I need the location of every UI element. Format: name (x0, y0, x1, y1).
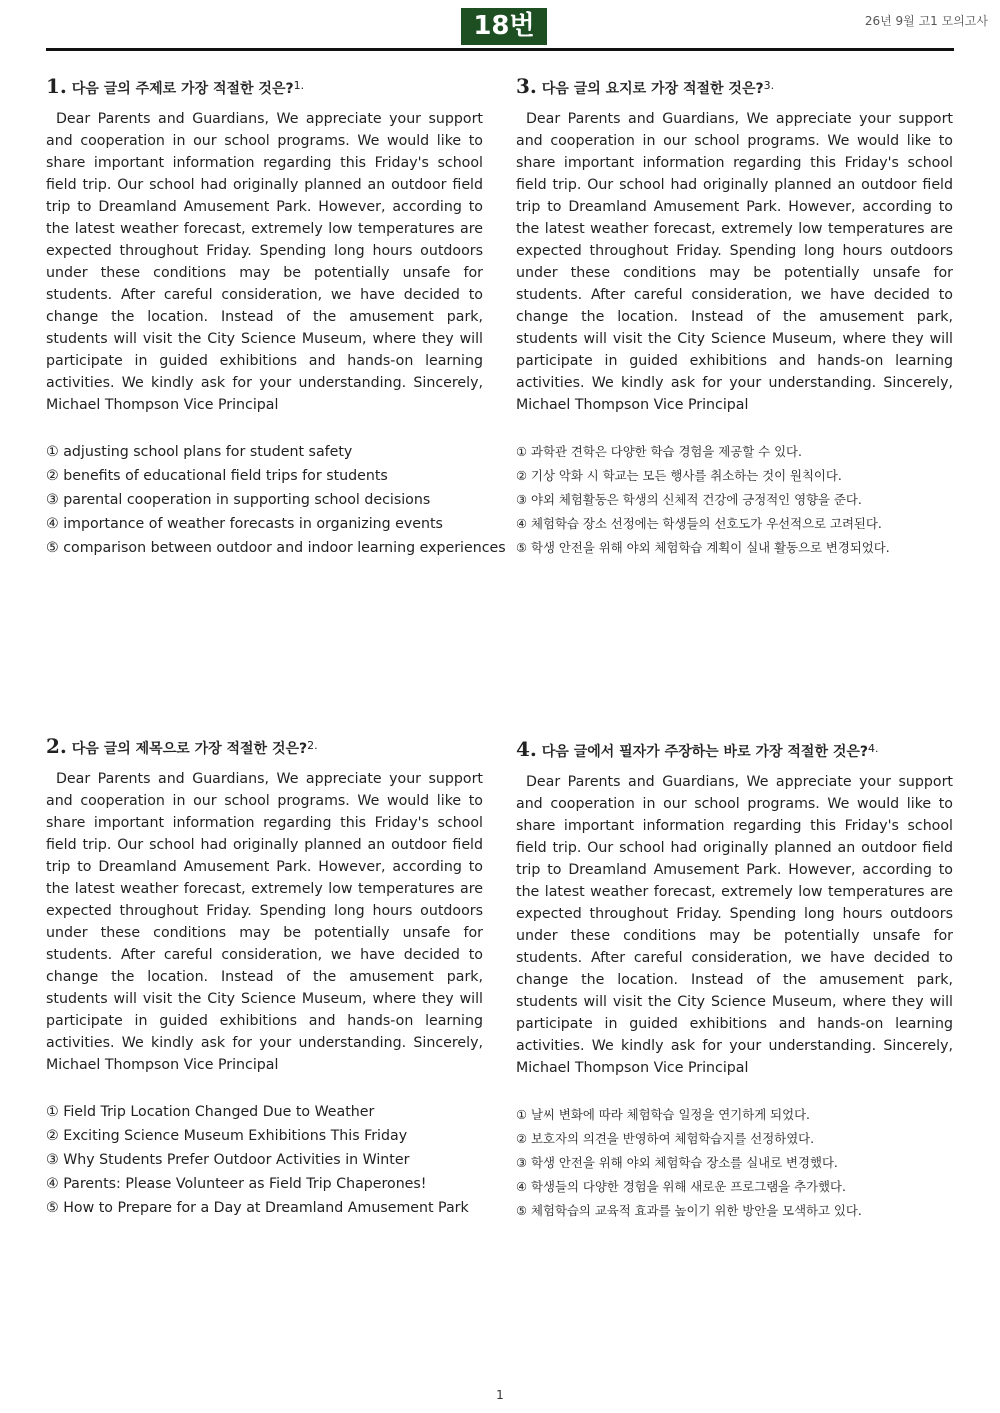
question-3 (516, 74, 953, 560)
choice-list (516, 440, 953, 560)
choice-5[interactable]: ⑤ comparison between outdoor and indoor learning experiences (46, 540, 506, 556)
question-number: 1. (46, 74, 67, 98)
choice-list (516, 1103, 953, 1223)
choice-2[interactable]: ② Exciting Science Museum Exhibitions This Friday (46, 1128, 408, 1144)
choice-list (46, 1100, 483, 1220)
question-number: 2. (46, 734, 67, 758)
choice-4[interactable]: ④ importance of weather forecasts in organizing events (46, 516, 443, 532)
question-title (46, 74, 483, 98)
header-divider (46, 48, 954, 51)
question-ref: 3. (763, 79, 775, 92)
choice-1[interactable]: ① 과학관 견학은 다양한 학습 경험을 제공할 수 있다. (516, 444, 802, 459)
passage-text: Dear Parents and Guardians, We appreciate your support and cooperation in our school programs. We would like to share important information regarding this Friday's school field trip. Our school had originally planned an outdoor field trip to Dreamland Amusement Park. However, according to the latest weather forecast, extremely low temperatures are expected throughout Friday. Spending long hours outdoors under these conditions may be potentially unsafe for students. After careful consideration, we have decided to change the location. Instead of the amusement park, students will visit the City Science Museum, where they will participate in guided exhibitions and hands-on learning activities. We kindly ask for your understanding. Sincerely, Michael Thompson Vice Principal (46, 111, 483, 413)
choice-1[interactable]: ① Field Trip Location Changed Due to Weather (46, 1104, 375, 1120)
passage-text: Dear Parents and Guardians, We appreciate your support and cooperation in our school programs. We would like to share important information regarding this Friday's school field trip. Our school had originally planned an outdoor field trip to Dreamland Amusement Park. However, according to the latest weather forecast, extremely low temperatures are expected throughout Friday. Spending long hours outdoors under these conditions may be potentially unsafe for students. After careful consideration, we have decided to change the location. Instead of the amusement park, students will visit the City Science Museum, where they will participate in guided exhibitions and hands-on learning activities. We kindly ask for your understanding. Sincerely, Michael Thompson Vice Principal (46, 771, 483, 1073)
question-1 (46, 74, 506, 560)
question-prompt: 다음 글에서 필자가 주장하는 바로 가장 적절한 것은? (541, 744, 869, 760)
choice-3[interactable]: ③ 야외 체험활동은 학생의 신체적 건강에 긍정적인 영향을 준다. (516, 492, 862, 507)
question-ref: 4. (868, 742, 879, 755)
question-number: 4. (516, 737, 537, 761)
choice-5[interactable]: ⑤ 체험학습의 교육적 효과를 높이기 위한 방안을 모색하고 있다. (516, 1203, 862, 1218)
question-number: 3. (516, 74, 537, 98)
exam-label: 26년 9월 고1 모의고사 (864, 14, 988, 28)
passage-text: Dear Parents and Guardians, We appreciate your support and cooperation in our school programs. We would like to share important information regarding this Friday's school field trip. Our school had originally planned an outdoor field trip to Dreamland Amusement Park. However, according to the latest weather forecast, extremely low temperatures are expected throughout Friday. Spending long hours outdoors under these conditions may be potentially unsafe for students. After careful consideration, we have decided to change the location. Instead of the amusement park, students will visit the City Science Museum, where they will participate in guided exhibitions and hands-on learning activities. We kindly ask for your understanding. Sincerely, Michael Thompson Vice Principal (516, 774, 953, 1076)
choice-2[interactable]: ② benefits of educational field trips for students (46, 468, 388, 484)
question-2 (46, 734, 483, 1220)
question-prompt: 다음 글의 제목으로 가장 적절한 것은? (71, 741, 308, 757)
choice-1[interactable]: ① 날씨 변화에 따라 체험학습 일정을 연기하게 되었다. (516, 1107, 810, 1122)
choice-4[interactable]: ④ Parents: Please Volunteer as Field Trip Chaperones! (46, 1176, 427, 1192)
choice-4[interactable]: ④ 학생들의 다양한 경험을 위해 새로운 프로그램을 추가했다. (516, 1179, 846, 1194)
question-prompt: 다음 글의 요지로 가장 적절한 것은? (541, 81, 764, 97)
question-prompt: 다음 글의 주제로 가장 적절한 것은? (71, 81, 294, 97)
question-ref: 1. (293, 79, 305, 92)
page-badge: 18번 (461, 8, 547, 45)
question-4 (516, 737, 953, 1223)
choice-3[interactable]: ③ Why Students Prefer Outdoor Activities in Winter (46, 1152, 410, 1168)
choice-2[interactable]: ② 기상 악화 시 학교는 모든 행사를 취소하는 것이 원칙이다. (516, 468, 842, 483)
choice-1[interactable]: ① adjusting school plans for student safety (46, 444, 353, 460)
question-title (46, 734, 483, 758)
choice-list (46, 440, 506, 560)
choice-2[interactable]: ② 보호자의 의견을 반영하여 체험학습지를 선정하였다. (516, 1131, 815, 1146)
choice-3[interactable]: ③ parental cooperation in supporting school decisions (46, 492, 431, 508)
question-title (516, 737, 953, 761)
page-number: 1 (496, 1388, 504, 1402)
passage-text: Dear Parents and Guardians, We appreciate your support and cooperation in our school programs. We would like to share important information regarding this Friday's school field trip. Our school had originally planned an outdoor field trip to Dreamland Amusement Park. However, according to the latest weather forecast, extremely low temperatures are expected throughout Friday. Spending long hours outdoors under these conditions may be potentially unsafe for students. After careful consideration, we have decided to change the location. Instead of the amusement park, students will visit the City Science Museum, where they will participate in guided exhibitions and hands-on learning activities. We kindly ask for your understanding. Sincerely, Michael Thompson Vice Principal (516, 111, 953, 413)
question-title (516, 74, 953, 98)
choice-4[interactable]: ④ 체험학습 장소 선정에는 학생들의 선호도가 우선적으로 고려된다. (516, 516, 882, 531)
choice-5[interactable]: ⑤ How to Prepare for a Day at Dreamland Amusement Park (46, 1200, 469, 1216)
choice-5[interactable]: ⑤ 학생 안전을 위해 야외 체험학습 계획이 실내 활동으로 변경되었다. (516, 540, 890, 555)
choice-3[interactable]: ③ 학생 안전을 위해 야외 체험학습 장소를 실내로 변경했다. (516, 1155, 838, 1170)
question-ref: 2. (307, 739, 318, 752)
